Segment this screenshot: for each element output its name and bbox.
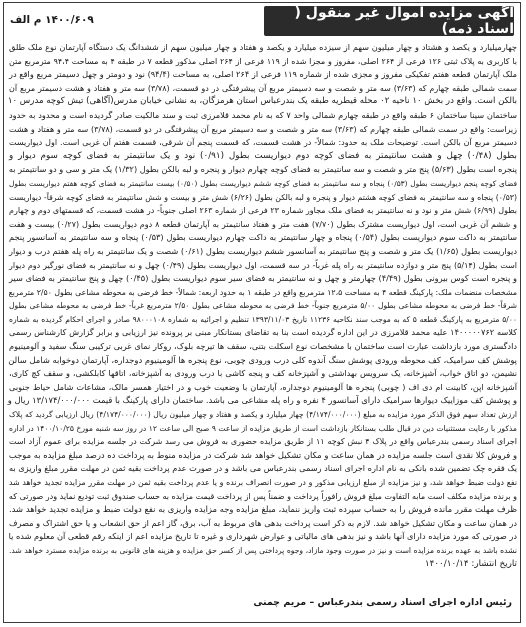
body-line: بالکن است. واقع در بخش ۱۰ ناحیه ۰۲ محله قیطریه طبقه یک بندرعباس استان هرمزگان، به نشانی خیابان مدرس(آگاهی) تیش کوچه مدرس ۱۰ <box>7 96 517 107</box>
reference-number: ۱۴۰۰/۶۰۹ م الف <box>10 14 94 26</box>
body-line: و پوشش کف موزاییک دیوارها سرامیک دارای آسانسور ۴ نفره و راه پله مشاعی می باشد. ساختمان دارای پارکینگ با قیمت ۱۳/۱۷۴/۰۰۰/۰۰۰ ریال و <box>7 395 517 406</box>
body-line: اجرای اسناد رسمی بندرعباس واقع در پلاک ۴ نبش کوچه ۱۱ از طریق مزایده حضوری به فروش می رسد شرکت در جلسه مزایده برای عموم آزاد است <box>9 437 517 447</box>
signature-line: رئیس اداره اجرای اسناد رسمی بندرعباس – مریم چمنی <box>253 597 512 608</box>
notice-title: آگهی مزایده اموال غیر منقول ( اسناد ذمه) <box>264 6 514 36</box>
body-line: تاریخ انتشار: ۱۴۰۰/۱۰/۱۴ <box>424 558 517 569</box>
body-line: و ششم آن غربی است، اول دیواریست مشترک بطول (۷/۷۰) هفت متر و هفتاد سانتیمتر به آپارتمان قطعه ۸ دوم دیواریست بطول (۰/۲۷) بیست و هفت <box>9 219 517 229</box>
body-line: شرقاً- خط فرضی به محوطه مشاعی بطول ۵/۰۰ مترمربع جنوباً- خط فرضی به محوطه مشاعی بطول ۲/۵۰ مترمربع غرباً- خط فرضی به محوطه مشاعی بطول <box>9 301 518 311</box>
body-line: آشپزخانه اپن، کابینت ام دی اف ( چوبی) پنجره ها آلومینیوم دوجداره، آپارتمان با وضعیت خوب و در اختیار همسر مالک، مشاعات شامل حیاط جنوبی <box>9 381 517 392</box>
body-line: سانتیمتر به داکت سوم دیواریست بطول (۰/۵۴) پنجاه و چهار سانتیمتر به داکت چهارم دیواریست بطول (۰/۵۳) پنجاه و سه سانتیمتر به آسانسور پنجم <box>9 232 517 243</box>
body-line: در صورتی که مورد مزایده دارای آنها باشد و نیز بدهی های مالیاتی و عوارض شهرداری و غیره تا تاریخ مزایده اعم از اینکه رقم قطعی آن معلوم شده یا <box>8 531 517 542</box>
body-line: پوشش کف سرامیک، کف محوطه ورودی پوشش سنگ آندوه کلی درب ورودی چوبی، نوع پنجره ها آلومینیوم دوجداره، آپارتمان دوخوابه شامل سالن <box>8 354 517 365</box>
body-line: فضای کوچه پنجم دیواریست بطول (۰/۵۳) پنجاه و سه سانتیمتر به فضای کوچه ششم دیواریست بطول (۰/۵۰) بیست سانتیمتر به فضای کوچه هفتم دیواریست بطول <box>9 178 517 188</box>
body-line: دسیمتر مربع آن بالکن است. توضیحات ملک به حدود: شمالاً- در هشت قسمت، که قسمت پنجم آن شرقی، قسمت هفتم آن غربی است. اول دیواریست <box>9 138 517 148</box>
notice-header <box>8 6 516 36</box>
body-line: نشده باشد به عهده برنده مزایده است و نیز در صورت وجود مازاد، وجوه پرداختی پس از کسر حق مزایده و هزینه های قانونی به برنده مزایده مسترد خواهد شد. <box>9 545 517 555</box>
body-line: ۵/۰۰ مترمربع به پارکینگ قطعه ۵ که به موجب سند نکاحیه ۱۱۲۳۶ تاریخ ۱۳۹۳/۱۱/۰۳ تنظیم و اجرائیه به شماره ۹۸۰۰۰۱۰۸ صادر و اجرای احکام گردیده به شماره <box>9 314 517 324</box>
body-line: زیراست: واقع در سمت شمالی طبقه چهارم که (۳/۶۳) سه متر و شصت و سه دسیمتر مربع آن پیشرفتگی در دو قسمت، (۳/۷۸) سه متر و هفتاد و هشت <box>9 124 517 134</box>
body-line: و فروش کلا نقدی است جلسه مزایده در همان ساعت و مکان تشکیل خواهد شد شرکت در مزایده منوط به پرداخت ده درصد مبلغ مزایده به موجب <box>8 449 517 460</box>
body-line: یک فقره چک تضمین شده بانکی به نام اداره اجرای اسناد رسمی بندرعباس می باشد و در صورت عدم پرداخت بقیه ثمن در مهلت مقرر مبلغ واریزی به <box>9 463 517 474</box>
body-line: بطول (۰/۴۸) چهل و هشت سانتیمتر به فضای کوچه دوم دیواریست بطول (۰/۹۱) نود و یک سانتیمتر به فضای کوچه سوم دیوار و <box>9 150 517 161</box>
body-line: بطول (۶/۹۹) شش متر و نود و نه سانتیمتر به فضای ملک مجاور شماره ۲۳ فرعی از شماره ۲۶۳ اصلی جنوباً- در هشت قسمت، که قسمتهای دوم و چهارم <box>9 206 518 216</box>
body-line: در همان ساعت و مکان تشکیل خواهد شد. لازم به ذکر است پرداخت بدهی های مربوط به آب، برق، گاز اعم از حق انشعاب و یا حق اشتراک و مصرف <box>9 517 517 528</box>
body-line: و پنجره است کوس بیرونی بطول (۴/۴۹) چهارمتر و چهل و نه سانتیمتر به فضای سیر سوم دیواریست بطول (۰/۴۵) چهل و پنج سانتیمتر به فضای سیر <box>9 273 517 284</box>
body-line: مذکور با رعایت مستثنیات دین در قبال طلب بستانکار بازداشت است از طریق مزایده از ساعت ۹ صبح الی ساعت ۱۲ در روز سه شنبه مورخ ۱۴۰۰/۱۰/۲۵ در اداره <box>9 423 518 433</box>
body-line: دیواریست بطول (۱/۶۵) یک متر و شصت و پنج سانتیمتر به آسانسور ششم دیواریست بطول (۰/۶۱) شصت و یک سانتیمتر به راه پله هفتم درب و دیوار <box>9 245 517 256</box>
body-line: ملک آپارتمان قطعه هفتم تفکیکی مفروز و مجزی شده از شماره ۱۱۹ فرعی از ۲۶۴ اصلی، به مساحت (۹۴/۴) نود و دومتر و چهل دسیمتر مربع واقع در <box>9 69 517 80</box>
body-line: مشخصات منضمات ملک: پارکینگ قطعه ۴ به مساحت ۱۲،۵ مترمربع واقع در طبقه ۱ به حدود اربعه: شمالاً- خط فرضی به محوطه مشاعی بطول ۲/۵۰ مترمربع <box>8 287 517 297</box>
body-line: و برنده مزایده مکلف است مابه التفاوت مبلغ فروش رافوراً پرداخت و ضمناً پس از پرداخت قیمت مزایده به حساب صندوق ثبت تودیع نماید ودر صورتی که <box>8 491 517 501</box>
body-line: (۰/۵۳) پنجاه و سه سانتیمتر به فضای کوچه هشتم دیوار و پنجره و لبه بالکن بطول (۶/۲۶) شش متر و بیست و شش سانتیمتر به فضای کوچه شرقاً- دیواریست <box>9 192 517 202</box>
body-line: نفع دولت ضبط خواهد شد، و نیز مزایده از مبلغ ارزیابی مذکور و در صورت انصراف برنده و یا عدم پرداخت بقیه ثمن در مهلت مقرر مزایده تجدید خواهد شد <box>9 478 517 487</box>
body-line: ارزش تعداد سهم فوق الذکر مورد مزایده به مبلغ (۴/۱۷۴/۰۰۰/۰۰۰) چهار میلیارد و یکصد و هفتاد و چهار میلیون ریال (۴/۱۷۴/۰۰۰/۰۰۰) ریال ارزیابی گردید که پلاک <box>9 410 518 420</box>
body-line: چهارمیلیارد و یکصد و هشتاد و چهار میلیون سهم از سیزده میلیارد و یکصد و هفتاد و چهار میلیون سهم از ششدانگ یک دستگاه آپارتمان نوع ملک طلق <box>9 42 517 52</box>
body-line: است بطول (۵/۱۴) پنج متر و دوازده سانتیمتر به راه پله غرباً- در سه قسمت، اول دیواریست بطول (۰/۴۹) چهل و نه سانتیمتر به فضای نورگیر دوم دیوار <box>9 260 517 270</box>
body-line: نشیمن، دو اتاق خواب، آشپزخانه، یک سرویس بهداشتی و آشپزخانه کف و پنجه کاشی با درب ورودی به آشپزخانه، اتاقها کابلکشی، و سقف کچ کاری، <box>9 368 517 379</box>
notice-body <box>9 41 517 571</box>
body-line: کلاسه ۱۴۰۰۰۰۰۷۶۲ علیه محمد قلامرزی در این اداره گردیده است بنا به تقاضای بستانکار مبنی بر پرونده نیز ارزیابی و برابر گزارش کارشناس رسمی <box>9 327 517 338</box>
body-line: پنجره است بطول (۵/۶۳) پنج متر و شصت و سه سانتیمتر به فضای کوچه چهارم دیوار و پنجره و لبه بالکن بطول (۱/۳۲) یک متر و سی و دو سانتیمتر به <box>8 164 517 175</box>
body-line: سمت شمالی طبقه چهارم که (۳/۶۳) سه متر و شصت و سه دسیمتر مربع آن پیشرفتگی در دو قسمت، (۳/۷۸) سه متر و هفتاد و هشت دسیمتر مربع آن <box>9 83 517 93</box>
body-line: با کاربری به پلاک ثبتی ۱۲۶ فرعی از ۲۶۴ اصلی، مفروز و مجزا شده از ۱۱۹ فرعی از ۲۶۴ اصلی مذکور قطعه ۷ در طبقه ۴ به مساحت ۹۴،۴ مترمربع متن <box>9 56 517 66</box>
body-line: ساختمان سینا ساختمان ۶ طبقه واقع در طبقه چهارم شمالی واحد ۷ که به نام محمد قلامرزی ثبت و سند مالکیت صادر گردیده است و محدود به حدود <box>9 109 518 120</box>
body-line: ظرف مهلت مقرر مانده فروش را به حساب سپرده ثبت واریز ننماید، مبلغ مزایده وجه مزایده واریزی به نفع دولت ضبط و مزایده تجدید خواهد شد. <box>9 504 517 515</box>
body-line: دادگستری مورد بازداشت عبارت است ساختمان با مشخصات نوع اسکلت بتنی، سقف ها تیرچه بلوک، روکار نمای غربی ترکیبی سنگ سفید و آلومینیوم <box>9 341 517 352</box>
